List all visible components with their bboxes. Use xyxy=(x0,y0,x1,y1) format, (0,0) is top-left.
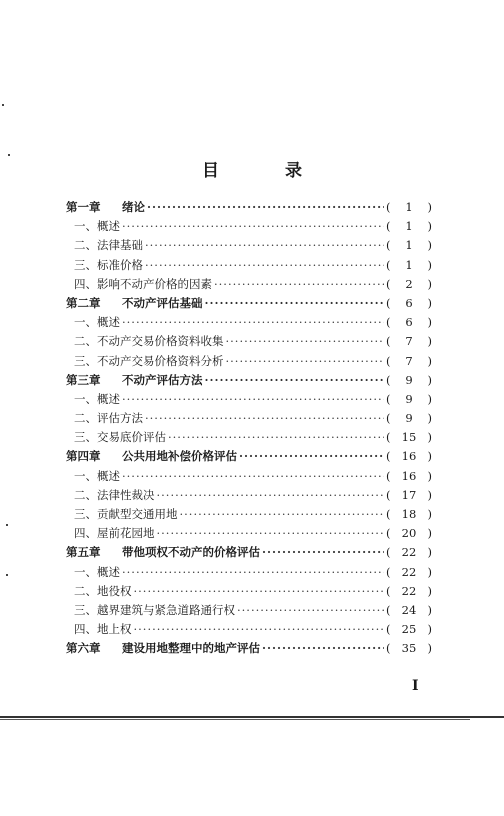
section-title: 一、概述 xyxy=(74,219,120,234)
page-number-value: 1 xyxy=(405,219,413,234)
dot-leader xyxy=(145,409,384,428)
toc-section-row xyxy=(66,352,432,371)
toc-section-row xyxy=(66,582,432,601)
toc-chapter-row xyxy=(66,543,432,562)
page-reference xyxy=(386,505,432,524)
open-paren: ( xyxy=(386,468,391,483)
section-title: 三、标准价格 xyxy=(74,257,143,272)
section-title: 三、贡献型交通用地 xyxy=(74,507,178,521)
page-reference xyxy=(386,313,432,332)
open-paren: ( xyxy=(386,564,391,579)
toc-chapter-row xyxy=(66,371,432,390)
open-paren: ( xyxy=(386,219,391,234)
scan-speck xyxy=(8,154,10,156)
page-reference xyxy=(386,639,432,658)
page-number-value: 7 xyxy=(405,353,413,368)
toc-section-row xyxy=(66,601,432,620)
page-reference xyxy=(386,447,432,466)
section-title: 一、概述 xyxy=(74,564,120,579)
section-title: 三、交易底价评估 xyxy=(74,430,166,445)
dot-leader xyxy=(157,524,385,543)
page-reference xyxy=(386,467,432,486)
section-title: 四、地上权 xyxy=(74,622,132,637)
section-title: 二、评估方法 xyxy=(74,411,143,426)
close-paren: ) xyxy=(427,200,432,214)
close-paren: ) xyxy=(427,468,432,483)
dot-leader xyxy=(226,352,385,371)
toc-section-row xyxy=(66,313,432,332)
page-reference xyxy=(386,275,432,294)
open-paren: ( xyxy=(386,526,391,541)
dot-leader xyxy=(122,390,384,409)
dot-leader xyxy=(237,601,384,620)
dot-leader xyxy=(205,371,385,390)
dot-leader xyxy=(145,256,384,275)
toc-chapter-row xyxy=(66,198,432,217)
dot-leader xyxy=(205,294,385,313)
close-paren: ) xyxy=(427,507,432,521)
chapter-number: 第五章 xyxy=(66,545,101,560)
page-number-value: 6 xyxy=(405,315,413,330)
close-paren: ) xyxy=(427,219,432,234)
section-title: 二、地役权 xyxy=(74,583,132,598)
page-number-value: 20 xyxy=(401,526,417,541)
page-number-value: 15 xyxy=(401,430,417,445)
page-reference xyxy=(386,217,432,236)
section-title: 二、不动产交易价格资料收集 xyxy=(74,334,224,349)
page-number-value: 22 xyxy=(401,545,417,560)
section-title: 四、影响不动产价格的因素 xyxy=(74,276,212,291)
close-paren: ) xyxy=(427,564,432,579)
table-of-contents xyxy=(66,198,432,659)
section-title: 四、屋前花园地 xyxy=(74,526,155,541)
page-number-value: 1 xyxy=(405,257,413,272)
toc-section-row xyxy=(66,467,432,486)
dot-leader xyxy=(122,467,384,486)
page-reference xyxy=(386,486,432,505)
open-paren: ( xyxy=(386,353,391,368)
toc-section-row xyxy=(66,390,432,409)
dot-leader xyxy=(262,639,384,658)
page-number-value: 35 xyxy=(401,641,417,656)
page-number-value: 7 xyxy=(405,334,413,349)
page-number-value: 6 xyxy=(405,295,413,310)
page-reference xyxy=(386,524,432,543)
dot-leader xyxy=(122,563,384,582)
page-reference xyxy=(386,409,432,428)
section-title: 一、概述 xyxy=(74,391,120,406)
chapter-number: 第六章 xyxy=(66,641,101,656)
close-paren: ) xyxy=(427,583,432,598)
toc-section-row xyxy=(66,505,432,524)
page-reference xyxy=(386,601,432,620)
page-number-value: 22 xyxy=(401,564,417,579)
page-number-value: 16 xyxy=(401,449,417,464)
scan-speck xyxy=(6,574,8,576)
section-title: 二、法律性裁决 xyxy=(74,487,155,502)
dot-leader xyxy=(239,447,384,466)
toc-section-row xyxy=(66,409,432,428)
open-paren: ( xyxy=(386,545,391,560)
page-number-value: 25 xyxy=(401,622,417,637)
toc-section-row xyxy=(66,428,432,447)
toc-section-row xyxy=(66,275,432,294)
dot-leader xyxy=(122,217,384,236)
scan-speck xyxy=(6,524,8,526)
close-paren: ) xyxy=(427,641,432,656)
close-paren: ) xyxy=(427,449,432,464)
close-paren: ) xyxy=(427,238,432,253)
dot-leader xyxy=(168,428,384,447)
dot-leader xyxy=(262,543,384,562)
toc-section-row xyxy=(66,256,432,275)
chapter-number: 第三章 xyxy=(66,372,101,387)
close-paren: ) xyxy=(427,526,432,541)
page-number-value: 9 xyxy=(405,372,413,387)
section-title: 三、越界建筑与紧急道路通行权 xyxy=(74,602,235,617)
chapter-title: 带他项权不动产的价格评估 xyxy=(122,545,260,560)
page-reference xyxy=(386,620,432,639)
chapter-title: 不动产评估基础 xyxy=(122,295,203,310)
section-title: 二、法律基础 xyxy=(74,238,143,253)
open-paren: ( xyxy=(386,391,391,406)
open-paren: ( xyxy=(386,200,391,214)
page-reference xyxy=(386,236,432,255)
scan-speck xyxy=(2,104,4,106)
close-paren: ) xyxy=(427,372,432,387)
close-paren: ) xyxy=(427,545,432,560)
open-paren: ( xyxy=(386,334,391,349)
bottom-rule-secondary xyxy=(0,719,470,720)
page-number-value: 1 xyxy=(405,200,413,214)
dot-leader xyxy=(157,486,385,505)
page-reference xyxy=(386,563,432,582)
open-paren: ( xyxy=(386,411,391,426)
chapter-number: 第一章 xyxy=(66,200,101,214)
close-paren: ) xyxy=(427,276,432,291)
dot-leader xyxy=(226,332,385,351)
toc-chapter-row xyxy=(66,447,432,466)
open-paren: ( xyxy=(386,295,391,310)
chapter-title: 建设用地整理中的地产评估 xyxy=(122,641,260,656)
page-number-value: 1 xyxy=(405,238,413,253)
toc-section-row xyxy=(66,332,432,351)
open-paren: ( xyxy=(386,449,391,464)
toc-section-row xyxy=(66,486,432,505)
open-paren: ( xyxy=(386,315,391,330)
open-paren: ( xyxy=(386,602,391,617)
chapter-title: 绪论 xyxy=(122,200,145,214)
page-reference xyxy=(386,352,432,371)
page-number-value: 9 xyxy=(405,391,413,406)
page-number-value: 9 xyxy=(405,411,413,426)
section-title: 一、概述 xyxy=(74,315,120,330)
page-reference xyxy=(386,390,432,409)
dot-leader xyxy=(180,505,385,524)
page-number-value: 16 xyxy=(401,468,417,483)
toc-section-row xyxy=(66,620,432,639)
chapter-number: 第四章 xyxy=(66,449,101,464)
close-paren: ) xyxy=(427,487,432,502)
toc-section-row xyxy=(66,524,432,543)
toc-chapter-row xyxy=(66,294,432,313)
section-title: 三、不动产交易价格资料分析 xyxy=(74,353,224,368)
open-paren: ( xyxy=(386,372,391,387)
dot-leader xyxy=(134,582,385,601)
dot-leader xyxy=(134,620,385,639)
page-number: I xyxy=(412,678,419,694)
close-paren: ) xyxy=(427,257,432,272)
page-reference xyxy=(386,428,432,447)
toc-chapter-row xyxy=(66,639,432,658)
open-paren: ( xyxy=(386,257,391,272)
open-paren: ( xyxy=(386,641,391,656)
open-paren: ( xyxy=(386,622,391,637)
toc-section-row xyxy=(66,236,432,255)
close-paren: ) xyxy=(427,353,432,368)
page-reference xyxy=(386,256,432,275)
close-paren: ) xyxy=(427,411,432,426)
dot-leader xyxy=(147,198,384,217)
open-paren: ( xyxy=(386,276,391,291)
dot-leader xyxy=(214,275,384,294)
page-reference xyxy=(386,543,432,562)
page-reference xyxy=(386,582,432,601)
open-paren: ( xyxy=(386,507,391,521)
chapter-title: 不动产评估方法 xyxy=(122,372,203,387)
page-title: 目 录 xyxy=(202,161,332,181)
page-reference xyxy=(386,371,432,390)
open-paren: ( xyxy=(386,583,391,598)
open-paren: ( xyxy=(386,487,391,502)
page-number-value: 24 xyxy=(401,602,417,617)
toc-section-row xyxy=(66,563,432,582)
section-title: 一、概述 xyxy=(74,468,120,483)
page-reference xyxy=(386,198,432,217)
page-reference xyxy=(386,332,432,351)
page-reference xyxy=(386,294,432,313)
bottom-rule xyxy=(0,716,504,718)
close-paren: ) xyxy=(427,315,432,330)
chapter-number: 第二章 xyxy=(66,295,101,310)
close-paren: ) xyxy=(427,602,432,617)
open-paren: ( xyxy=(386,238,391,253)
page-number-value: 17 xyxy=(401,487,417,502)
page-number-value: 2 xyxy=(405,276,413,291)
close-paren: ) xyxy=(427,295,432,310)
chapter-title: 公共用地补偿价格评估 xyxy=(122,449,237,464)
dot-leader xyxy=(122,313,384,332)
dot-leader xyxy=(145,236,384,255)
page-number-value: 18 xyxy=(401,507,417,521)
close-paren: ) xyxy=(427,622,432,637)
close-paren: ) xyxy=(427,391,432,406)
open-paren: ( xyxy=(386,430,391,445)
close-paren: ) xyxy=(427,430,432,445)
page-number-value: 22 xyxy=(401,583,417,598)
close-paren: ) xyxy=(427,334,432,349)
toc-section-row xyxy=(66,217,432,236)
